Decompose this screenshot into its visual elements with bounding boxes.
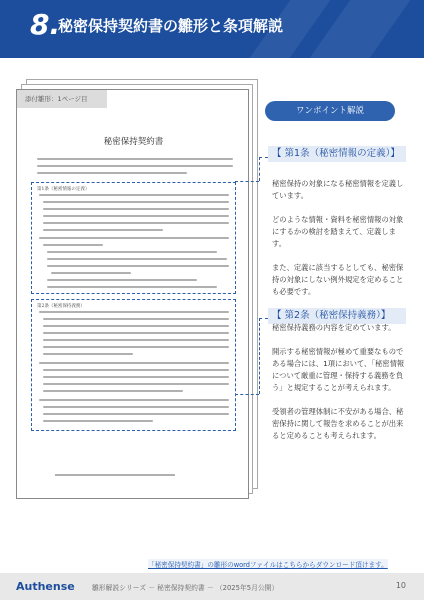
authense-logo: Authense [16, 580, 75, 593]
card-paragraph: 秘密保持の対象になる秘密情報を定義しています。 [272, 179, 404, 200]
connector-line [235, 394, 259, 395]
text-line [51, 272, 131, 274]
text-line [43, 369, 229, 371]
article1-card-body [272, 178, 408, 298]
text-line [39, 311, 229, 313]
text-line [43, 332, 229, 334]
article2-card-title: 【 第2条（秘密保持義務）】 [268, 308, 406, 324]
card-paragraph: 秘密保持義務の内容を定めています。 [272, 323, 396, 332]
download-link[interactable] [148, 559, 388, 569]
text-line [39, 237, 229, 239]
text-line [43, 339, 229, 341]
text-line [43, 353, 133, 355]
text-line [43, 222, 229, 224]
page-header [0, 0, 424, 58]
text-line [43, 390, 183, 392]
template-tag: 添付雛形：1ページ目 [17, 90, 107, 108]
text-line [47, 279, 197, 281]
text-line [43, 376, 229, 378]
text-line [43, 229, 163, 231]
text-line [43, 201, 229, 203]
text-line [43, 208, 229, 210]
text-line [39, 362, 229, 364]
text-line [43, 215, 229, 217]
connector-line [259, 157, 268, 158]
card-paragraph: 開示する秘密情報が極めて重要なものである場合には、1項において、「秘密情報について厳重に管理・保持する義務を負う」と規定することが考えられます。 [272, 347, 405, 392]
text-line [43, 318, 229, 320]
connector-line [235, 181, 259, 182]
text-line [43, 346, 229, 348]
text-line [55, 474, 175, 476]
download-link-here[interactable]: こちら [282, 561, 303, 569]
card-paragraph: どのような情報・資料を秘密情報の対象にするかの検討を踏まえて、定義します。 [272, 215, 404, 248]
document-sheet [16, 89, 249, 499]
text-line [47, 258, 227, 260]
one-point-pill: ワンポイント解説 [265, 101, 395, 121]
text-line [37, 172, 187, 174]
page-number: 10 [395, 581, 406, 590]
text-line [39, 194, 229, 196]
connector-line [259, 318, 260, 394]
article1-card-title: 【 第1条（秘密情報の定義）】 [268, 146, 406, 162]
text-line [43, 244, 103, 246]
text-line [43, 413, 229, 415]
text-line [43, 383, 229, 385]
text-line [47, 251, 217, 253]
section-number: 8. [30, 8, 61, 41]
text-line [39, 399, 229, 401]
article2-heading: 第2条（秘密保持義務） [37, 304, 85, 309]
text-line [47, 286, 217, 288]
card-paragraph: また、定義に該当するとしても、秘密保持の対象にしない例外規定を定めることも必要です。 [272, 263, 404, 296]
header-stripe [310, 0, 411, 58]
contract-title: 秘密保持契約書 [103, 137, 164, 147]
connector-line [259, 318, 268, 319]
download-link-suffix[interactable]: からダウンロード頂けます。 [302, 561, 388, 569]
text-line [37, 165, 233, 167]
article2-card-body [272, 322, 408, 442]
download-link-prefix[interactable]: 「秘密保持契約書」の雛形のwordファイルは [148, 561, 283, 569]
text-line [43, 420, 153, 422]
page-footer [0, 573, 424, 600]
text-line [37, 158, 233, 160]
page-title: 秘密保持契約書の雛形と条項解説 [58, 17, 284, 35]
card-paragraph: 受領者の管理体制に不安がある場合、秘密保持に関して報告を求めることが出来ると定めることも考えられます。 [272, 407, 404, 440]
text-line [47, 265, 229, 267]
footer-series-text: 雛形解説シリーズ － 秘密保持契約書 － （2025年5月公開） [92, 584, 279, 592]
text-line [43, 406, 229, 408]
article1-heading: 第1条（秘密情報の定義） [37, 187, 90, 192]
text-line [43, 325, 229, 327]
connector-line [259, 157, 260, 181]
